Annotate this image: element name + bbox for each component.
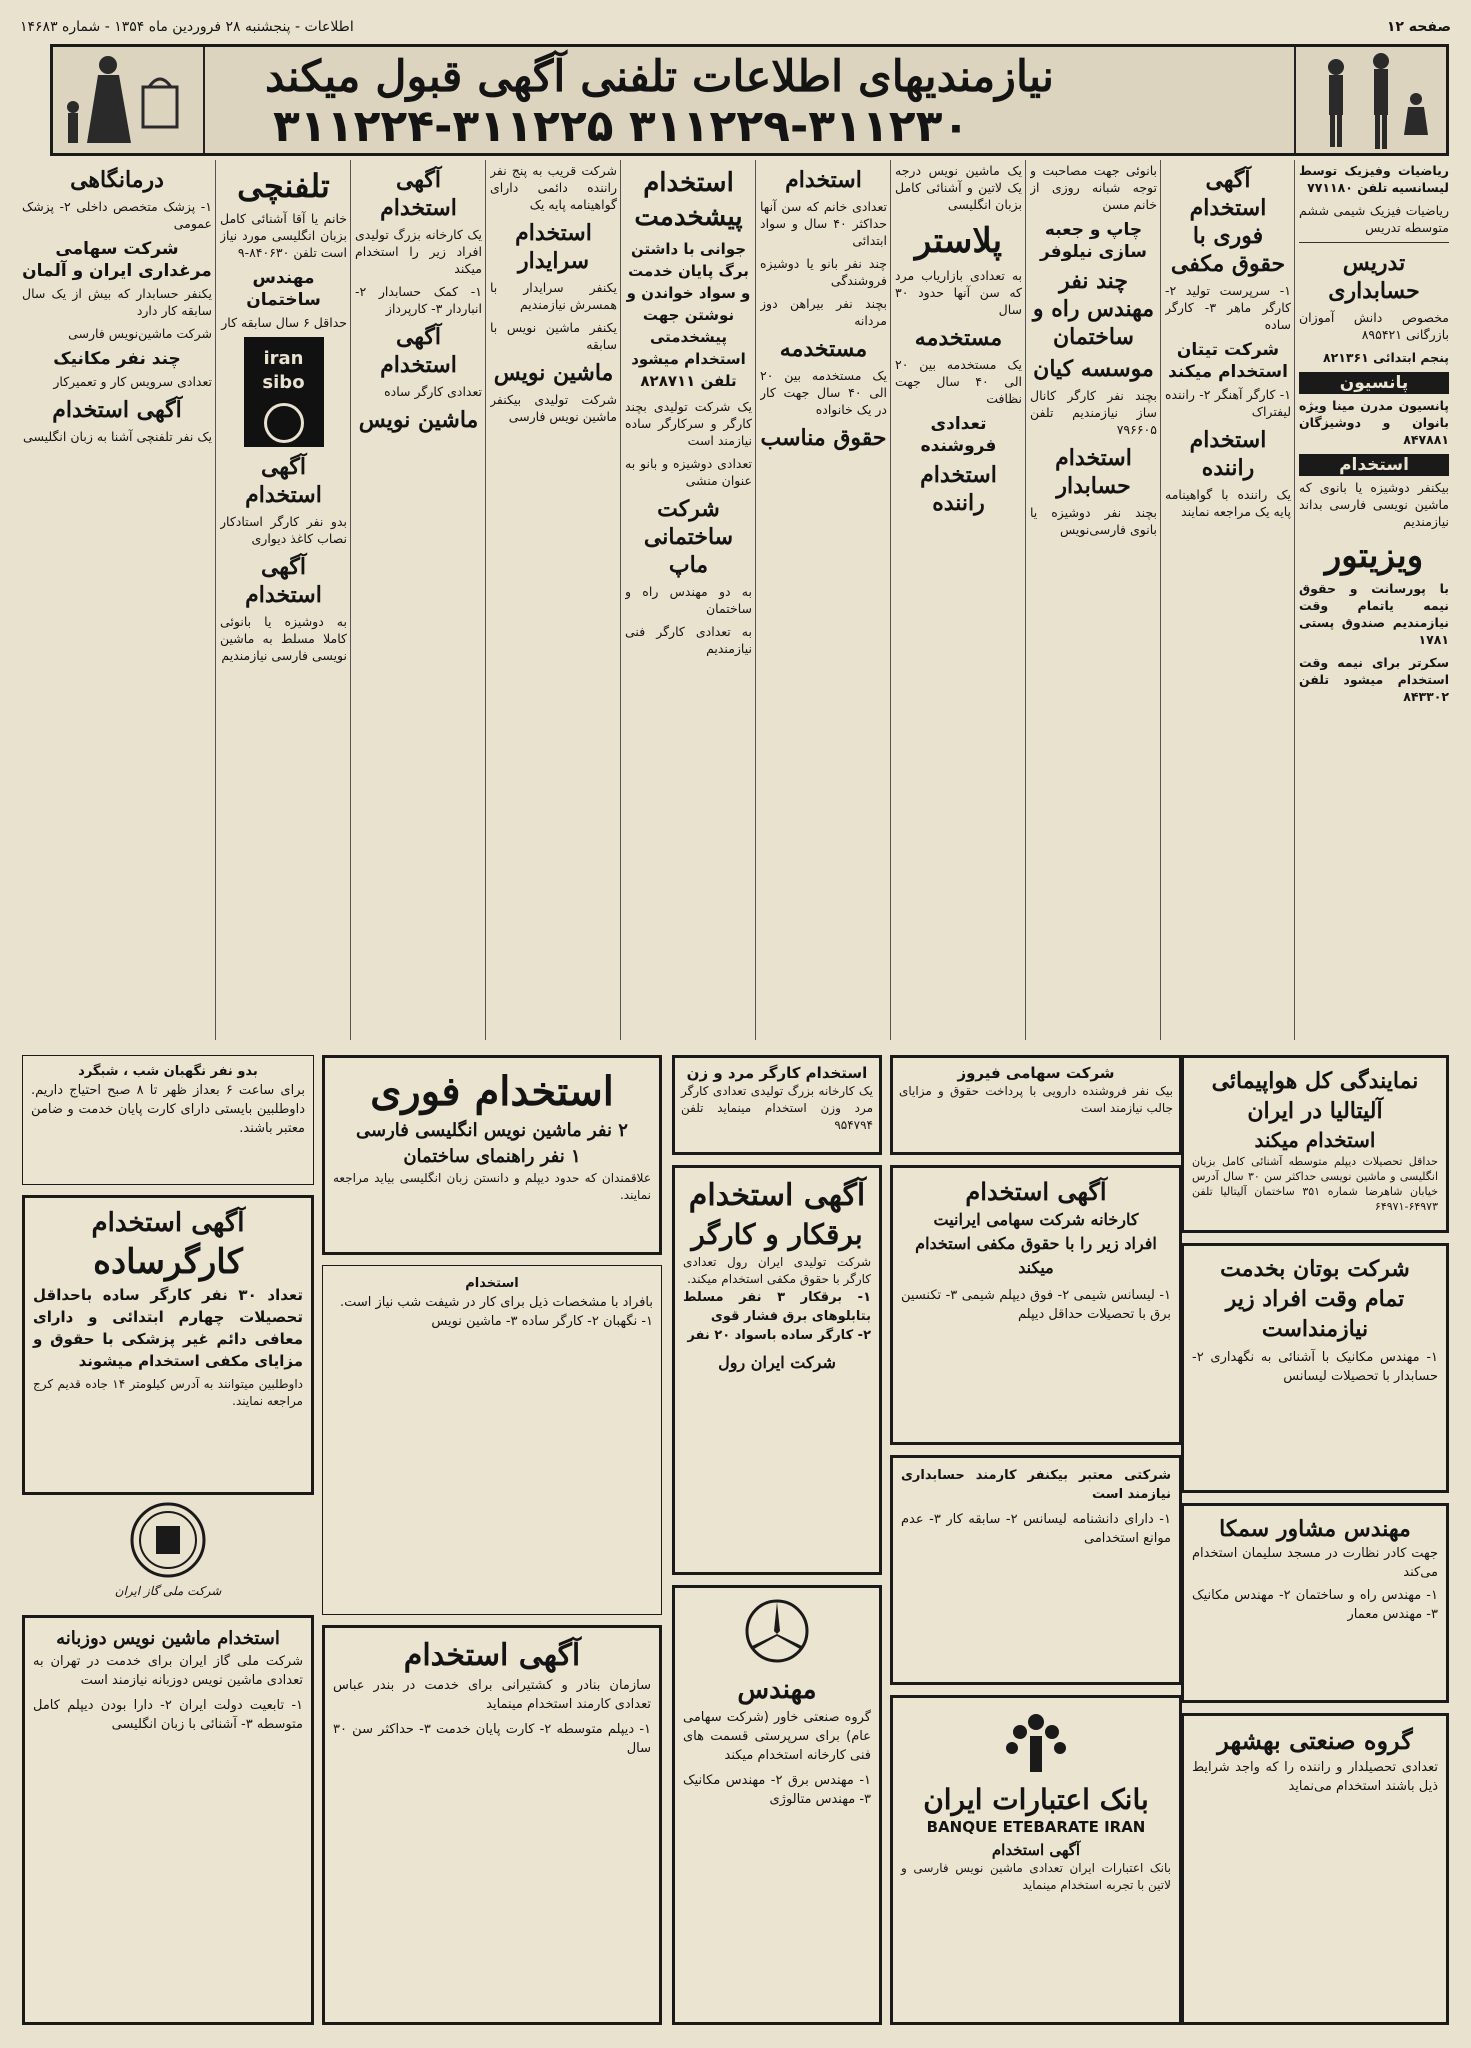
ad-saleswomen: چند نفر بانو یا دوشیزه فروشندگی <box>760 256 887 288</box>
heading-pension: پانسیون <box>1299 372 1449 394</box>
sibo-emblem-icon <box>264 403 304 443</box>
column-5 <box>760 162 887 1040</box>
bank-name-fa: بانک اعتبارات ایران <box>923 1783 1149 1816</box>
ad-men-women-workers <box>672 1055 882 1155</box>
bank-notice-body: بانک اعتبارات ایران تعدادی ماشین نویس فارسی و لاتین با تجربه استخدام مینماید <box>901 1861 1171 1892</box>
heading-housekeeper-5: مستخدمه <box>779 336 868 362</box>
bank-emblem-icon <box>996 1706 1076 1776</box>
butan-title-2: تمام وقت افراد زیر <box>1225 1286 1405 1312</box>
ad-housekeeper: یک مستخدمه بین ۲۰ الی ۴۰ سال جهت نظافت <box>895 357 1022 406</box>
column-10 <box>22 162 212 1040</box>
heading-housekeeper: مستخدمه <box>914 325 1003 351</box>
banner-phones: ۳۱۱۲۲۴-۳۱۱۲۲۵ ۳۱۱۲۲۹-۳۱۱۲۳۰ <box>273 101 970 152</box>
column-7 <box>490 162 617 1040</box>
ad-iranite <box>890 1165 1182 1445</box>
alitalia-title-3: استخدام میکند <box>1254 1128 1376 1152</box>
ad-accountant-co <box>890 1455 1182 1685</box>
ad-commerce-students: مخصوص دانش آموزان بازرگانی ۸۹۵۴۲۱ <box>1299 310 1449 342</box>
accountant-co-title: شرکتی معتبر بیکنفر کارمند حسابداری نیازمند است <box>901 1468 1171 1502</box>
bank-notice-title: آگهی استخدام <box>991 1841 1081 1859</box>
alitalia-body: حداقل تحصیلات دیپلم متوسطه آشنائی کامل بزبان انگلیسی و ماشین نویسی حداکثر سن ۳۰ سال آدرس خیابان شاهرضا شماره ۳۵۱ ساختمان آلیتالیا تلفن ۶۴۹۷۳-۶۴۹۷۱ <box>1192 1155 1439 1213</box>
samka-title: مهندس مشاور سمکا <box>1219 1516 1411 1542</box>
ad-niloufar-print: چاپ و جعبه سازی نیلوفر <box>1039 220 1147 262</box>
ad-telephonist-10: یک نفر تلفنچی آشنا به زبان انگلیسی <box>23 429 212 444</box>
heading-poultry: شرکت سهامی مرغداری ایران و آلمان <box>22 239 212 281</box>
column-8 <box>355 162 482 1040</box>
ad-five-drivers: شرکت قریب به پنج نفر راننده دائمی دارای گواهینامه پایه یک <box>490 163 617 212</box>
heading-employment-5: استخدام <box>785 167 862 193</box>
ad-caretaker: یکنفر سرایدار با همسرش نیازمندیم <box>490 280 617 312</box>
iranite-sub2: افراد زیر را با حقوق مکفی استخدام میکند <box>915 1234 1157 1277</box>
ad-poultry-accountant: یکنفر حسابدار که بیش از یک سال سابقه کار دارد <box>22 286 212 318</box>
ad-night-shift <box>322 1265 662 1615</box>
ad-housekeeper-5: یک مستخدمه بین ۲۰ الی ۴۰ سال جهت کار در یک خانواده <box>760 368 887 417</box>
ad-simple-workers-box <box>22 1195 314 1495</box>
accountant-co-body: ۱- دارای دانشنامه لیسانس ۲- سابقه کار ۳- عدم موانع استخدامی <box>901 1512 1171 1546</box>
samka-list: ۱- مهندس راه و ساختمان ۲- مهندس مکانیک ۳- مهندس معمار <box>1192 1588 1438 1622</box>
heading-civil-engineers: چند نفر مهندس راه و ساختمان <box>1032 268 1155 350</box>
urgent-body: علاقمندان که حدود دیپلم و دانستن زبان انگلیسی بیاید مراجعه نمایند. <box>333 1171 651 1202</box>
ad-khavar-engineer <box>672 1585 882 2025</box>
ad-typist-7: شرکت تولیدی بیکنفر ماشین نویس فارسی <box>490 392 617 424</box>
urgent-title: استخدام فوری <box>370 1068 614 1115</box>
ad-alitalia <box>1181 1055 1449 1233</box>
heading-good-salary: حقوق مناسب <box>760 425 887 451</box>
butan-body: ۱- مهندس مکانیک با آشنائی به نگهداری ۲- حسابدار با تحصیلات لیسانس <box>1192 1350 1438 1384</box>
heading-driver-2: استخدام راننده <box>920 462 997 516</box>
ad-bilingual-typist <box>22 1615 314 2025</box>
ad-electrician <box>672 1165 882 1575</box>
mercedes-logo <box>683 1596 871 1672</box>
ad-visitor-commission: با پورسانت و حقوق نیمه یاتمام وقت نیازمندیم صندوق پستی ۱۷۸۱ <box>1299 581 1449 647</box>
heading-visitor: ویزیتور <box>1324 536 1424 576</box>
iranite-sub1: کارخانه شرکت سهامی ایرانیت <box>933 1210 1139 1229</box>
iranite-list: ۱- لیسانس شیمی ۲- فوق دیپلم شیمی ۳- تکنسین برق با تحصیلات حداقل دیپلم <box>901 1288 1171 1322</box>
workers-body: تعداد ۳۰ نفر کارگر ساده باحداقل تحصیلات چهارم ابتدائی و دارای معافی دائم غیر پزشکی با حقوق و مزایای مکفی استخدام میشوند <box>33 1286 303 1370</box>
ad-latin-typist: یک ماشین نویس درجه یک لاتین و آشنائی کامل بزبان انگلیسی <box>895 163 1022 212</box>
heading-urgent-employment: آگهی استخدام فوری با حقوق مکفی <box>1170 167 1286 277</box>
night-shift-items: ۱- نگهبان ۲- کارگر ساده ۳- ماشین نویس <box>431 1314 653 1329</box>
alitalia-title-1: نمایندگی کل هواپیمائی <box>1211 1068 1419 1094</box>
ad-factory: یک کارخانه بزرگ تولیدی افراد زیر را استخدام میکند <box>355 227 482 276</box>
heading-typist: ماشین نویس <box>493 360 614 386</box>
ad-ports-shipping <box>322 1625 662 2025</box>
ports-body: سازمان بنادر و کشتیرانی برای خدمت در بندر عباس تعدادی کارمند استخدام مینماید <box>333 1678 651 1712</box>
ad-shirt-tailor: بچند نفر بیراهن دوز مردانه <box>760 296 887 328</box>
ad-math-physics: ریاضیات وفیزیک توسط لیسانسیه تلفن ۷۷۱۱۸۰ <box>1299 163 1449 195</box>
ad-persian-typist: بچند نفر دوشیزه یا بانوی فارسی‌نویس <box>1030 505 1157 537</box>
column-9 <box>220 162 347 1040</box>
national-gas-logo <box>22 1500 314 1610</box>
column-4 <box>895 162 1022 1040</box>
ad-secretaries: تعدادی دوشیزه و بانو به عنوان منشی <box>625 456 752 488</box>
electrician-title-1: آگهی استخدام <box>688 1178 866 1213</box>
ad-typist-woman: بیکنفر دوشیزه یا بانوی که ماشین نویسی فارسی بداند نیازمندیم <box>1299 480 1449 529</box>
heading-notice-10: آگهی استخدام <box>52 397 182 423</box>
gas-logo-caption: شرکت ملی گاز ایران <box>114 1584 222 1598</box>
dateline: اطلاعات - پنجشنبه ۲۸ فروردین ماه ۱۳۵۴ - شماره ۱۴۶۸۳ <box>20 19 354 35</box>
ad-waiter: جوانی با داشتن برگ پایان خدمت و سواد خواندن و نوشتن جهت پیشخدمتی استخدام میشود تلفن ۸۲۸۷۱۱ <box>626 240 751 390</box>
heading-titan: شرکت تیتان استخدام میکند <box>1168 340 1288 382</box>
heading-kian: موسسه کیان <box>1033 356 1154 382</box>
ad-two-engineers: به دو مهندس راه و ساختمان <box>625 584 752 616</box>
ports-list: ۱- دیپلم متوسطه ۲- کارت پایان خدمت ۳- حداکثر سن ۳۰ سال <box>333 1722 651 1756</box>
workers-title-2: کارگرساده <box>93 1242 243 1282</box>
mercedes-star-icon <box>742 1596 812 1666</box>
classifieds-banner <box>50 44 1449 156</box>
khavar-list: ۱- مهندس برق ۲- مهندس مکانیک ۳- مهندس متالوژی <box>683 1773 871 1807</box>
ad-samka <box>1181 1503 1449 1703</box>
ad-production-co: یک شرکت تولیدی بچند کارگر و سرکارگر ساده نیازمند است <box>625 399 752 448</box>
khavar-title: مهندس <box>737 1675 817 1705</box>
ad-titan-workers: ۱- کارگر آهنگر ۲- راننده لیفتراک <box>1165 387 1291 419</box>
firooz-body: بیک نفر فروشنده دارویی با پرداخت حقوق و مزایای جالب نیازمند است <box>899 1084 1173 1115</box>
bank-name-en: BANQUE ETEBARATE IRAN <box>926 1818 1146 1836</box>
banner-title: نیازمندیهای اطلاعات تلفنی آگهی قبول میکند <box>265 52 1054 102</box>
ad-butan <box>1181 1243 1449 1493</box>
samka-body: جهت کادر نظارت در مسجد سلیمان استخدام می‌کند <box>1192 1546 1438 1580</box>
alitalia-title-2: آلیتالیا در ایران <box>1247 1098 1383 1124</box>
khavar-body: گروه صنعتی خاور (شرکت سهامی عام) برای سرپرستی قسمت های فنی کارخانه استخدام میکند <box>683 1710 871 1763</box>
ad-women-workers: تعدادی خانم که سن آنها حداکثر ۴۰ سال و سواد ابتدائی <box>760 199 887 248</box>
night-guard-title: بدو نفر نگهبان شب ، شبگرد <box>78 1064 258 1079</box>
heading-employment: استخدام <box>1299 454 1449 476</box>
gas-company-emblem-icon <box>118 1500 218 1580</box>
workers-foot: داوطلبین میتوانند به آدرس کیلومتر ۱۴ جاده قدیم کرج مراجعه نمایند. <box>33 1377 303 1408</box>
ad-marketers: به تعدادی بازاریاب مرد که سن آنها حدود ۳۰ سال <box>895 268 1022 317</box>
ad-typist-co: شرکت ماشین‌نویس فارسی <box>68 326 212 341</box>
ad-persian-typist-9: به دوشیزه یا بانوئی کاملا مسلط به ماشین نویسی فارسی نیازمندیم <box>220 614 347 663</box>
ad-wallpaper-installers: بدو نفر کارگر استادکار نصاب کاغذ دیواری <box>220 514 347 546</box>
ad-doctors: ۱- پزشک متخصص داخلی ۲- پزشک عمومی <box>22 199 212 231</box>
heading-plaster: پلاستر <box>914 221 1003 261</box>
column-2 <box>1165 162 1291 1040</box>
ad-telephonist: خانم یا آقا آشنائی کامل بزبان انگلیسی مورد نیاز است تلفن ۸۴۰۶۳۰-۹ <box>220 211 347 260</box>
electrician-item1: ۱- برقکار ۳ نفر مسلط بتابلوهای برق فشار قوی <box>683 1290 871 1324</box>
night-guard-body: برای ساعت ۶ بعداز ظهر تا ۸ صبح احتیاج داریم. داوطلبین بایستی دارای کارت پایان خدمت و ضامن معتبر باشند. <box>31 1083 306 1136</box>
heading-telephonist: تلفنچی <box>237 167 330 205</box>
urgent-line1: ۲ نفر ماشین نویس انگلیسی فارسی <box>356 1120 628 1141</box>
bilingual-typist-title: استخدام ماشین نویس دوزبانه <box>56 1628 280 1649</box>
column-6 <box>625 162 752 1040</box>
ad-service-repair: تعدادی سرویس کار و تعمیرکار <box>53 374 212 389</box>
heading-accounting-tutoring: تدریس حسابداری <box>1328 250 1420 304</box>
page-number: صفحه ۱۲ <box>1386 19 1451 35</box>
ad-companion: بانوئی جهت مصاحبت و توجه شبانه روزی از خانم مسن <box>1030 163 1157 212</box>
urgent-line2: ۱ نفر راهنمای ساختمان <box>403 1146 581 1167</box>
bank-logo <box>901 1706 1171 1782</box>
ad-behshahr <box>1181 1713 1449 2025</box>
ad-engineer-experience: حداقل ۶ سال سابقه کار <box>221 315 347 330</box>
heading-caretaker: استخدام سرایدار <box>515 220 592 274</box>
night-shift-body: بافراد با مشخصات ذیل برای کار در شیفت شب نیاز است. <box>339 1295 653 1310</box>
family-figure-icon <box>1296 47 1446 153</box>
men-women-body: یک کارخانه بزرگ تولیدی تعدادی کارگر مرد وزن استخدام مینماید تلفن ۹۵۴۷۹۴ <box>681 1084 873 1132</box>
ad-factory-roles: ۱- کمک حسابدار ۲- انباردار ۳- کارپرداز <box>355 284 482 316</box>
ad-urgent-hire <box>322 1055 662 1255</box>
iranite-title: آگهی استخدام <box>965 1177 1107 1206</box>
ad-firooz <box>890 1055 1182 1155</box>
ad-night-guard <box>22 1055 314 1185</box>
heading-waiter: استخدام پیشخدمت <box>634 168 743 232</box>
behshahr-title: گروه صنعتی بهشهر <box>1217 1726 1413 1755</box>
heading-notice-8b: آگهی استخدام <box>380 324 457 378</box>
heading-salespeople: تعدادی فروشنده <box>920 414 997 456</box>
butan-title-3: نیازمنداست <box>1261 1316 1369 1342</box>
workers-title-1: آگهی استخدام <box>91 1208 245 1238</box>
ad-bank-etebarat <box>890 1695 1182 2025</box>
heading-accountant: استخدام حسابدار <box>1055 445 1132 499</box>
ad-secretary: سکرتر برای نیمه وقت استخدام میشود تلفن ۸۴۳۳۰۲ <box>1299 655 1449 704</box>
heading-notice-8: آگهی استخدام <box>380 167 457 221</box>
family-illustration <box>1294 47 1446 153</box>
column-1 <box>1299 162 1449 1040</box>
heading-driver: استخدام راننده <box>1189 427 1267 481</box>
bilingual-typist-list: ۱- تابعیت دولت ایران ۲- دارا بودن دیپلم کامل متوسطه ۳- آشنائی با زبان انگلیسی <box>33 1698 303 1732</box>
behshahr-body: تعدادی تحصیلدار و راننده را که واجد شرایط ذیل باشند استخدام می‌نماید <box>1192 1760 1438 1794</box>
shopping-illustration <box>53 47 205 153</box>
night-shift-title: استخدام <box>465 1276 519 1291</box>
firooz-title: شرکت سهامی فیروز <box>957 1064 1115 1082</box>
ad-driver: یک راننده با گواهینامه پایه یک مراجعه نمایند <box>1165 487 1291 519</box>
iran-sibo-logo <box>244 337 324 447</box>
electrician-sign: شرکت ایران رول <box>718 1353 836 1372</box>
ad-tutoring: ریاضیات فیزیک شیمی ششم متوسطه تدریس <box>1299 203 1449 235</box>
ad-production-staff: ۱- سرپرست تولید ۲- کارگر ماهر ۳- کارگر ساده <box>1165 283 1291 332</box>
men-women-title: استخدام کارگر مرد و زن <box>686 1064 868 1082</box>
ad-fifth-grade: پنجم ابتدائی ۸۲۱۳۶۱ <box>1322 350 1449 365</box>
electrician-intro: شرکت تولیدی ایران رول تعدادی کارگر با حقوق مکفی استخدام میکند. <box>683 1255 871 1286</box>
heading-notice-9: آگهی استخدام <box>245 454 322 508</box>
heading-clinic: درمانگاهی <box>70 167 164 193</box>
column-3 <box>1030 162 1157 1040</box>
ad-mina-pension: پانسیون مدرن مینا ویژه بانوان و دوشیزگان ۸۴۷۸۸۱ <box>1299 398 1449 447</box>
heading-map-construction: شرکت ساختمانی ماپ <box>643 496 734 578</box>
heading-typist-8: ماشین نویس <box>358 407 479 433</box>
ad-simple-workers: تعدادی کارگر ساده <box>384 384 482 399</box>
shopping-figure-icon <box>53 47 203 153</box>
heading-building-engineer: مهندس ساختمان <box>246 268 321 310</box>
heading-mechanics: چند نفر مکانیک <box>53 349 181 369</box>
ad-kian-workers: بچند نفر کارگر کانال ساز نیازمندیم تلفن ۷۹۶۶۰۵ <box>1030 388 1157 437</box>
bilingual-typist-body: شرکت ملی گاز ایران برای خدمت در تهران به تعدادی ماشین نویس دوزبانه نیازمند است <box>33 1654 303 1688</box>
butan-title-1: شرکت بوتان بخدمت <box>1220 1256 1410 1282</box>
iran-sibo-text: iran sibo <box>262 348 305 393</box>
electrician-item2: ۲- کارگر ساده باسواد ۲۰ نفر <box>687 1328 871 1343</box>
dateline-bar <box>20 10 1451 44</box>
ad-technical-workers: به تعدادی کارگر فنی نیازمندیم <box>625 624 752 656</box>
heading-notice-9b: آگهی استخدام <box>245 554 322 608</box>
ad-experienced-typist: یکنفر ماشین نویس با سابقه <box>490 320 617 352</box>
electrician-title-2: برقکار و کارگر <box>691 1218 863 1251</box>
ports-title: آگهی استخدام <box>403 1638 581 1673</box>
